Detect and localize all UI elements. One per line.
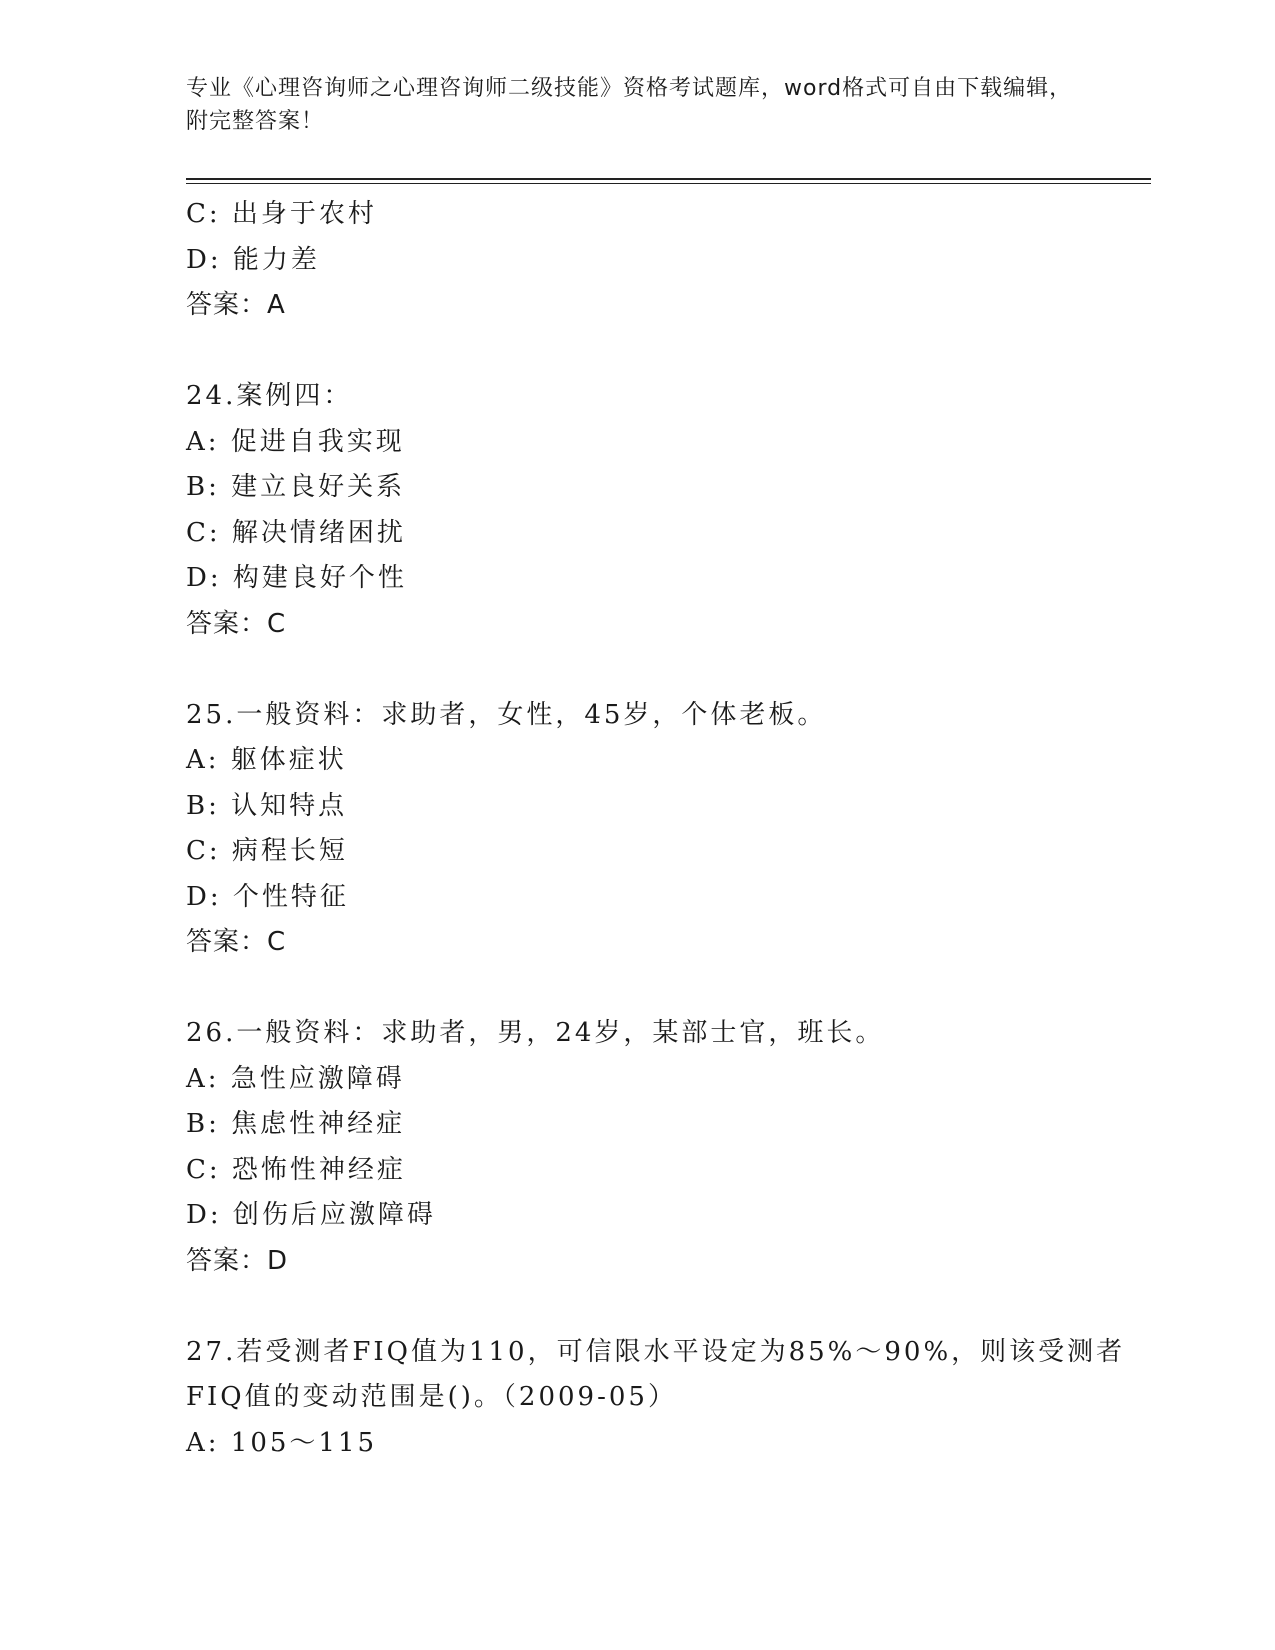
question-stem-line-1: 27.若受测者FIQ值为110，可信限水平设定为85%～90%，则该受测者 (186, 1336, 1126, 1367)
option-c: C: 病程长短 (186, 836, 348, 866)
answer-label: 答案：D (186, 1245, 289, 1276)
option-c: C: 解决情绪困扰 (186, 517, 406, 548)
option-b: B: 建立良好关系 (186, 472, 406, 502)
question-stem: 25.一般资料：求助者，女性，45岁，个体老板。 (186, 699, 827, 730)
question-stem: 24.案例四： (186, 381, 353, 411)
spacer (186, 647, 1146, 693)
header-text: 专业《心理咨询师之心理咨询师二级技能》资格考试题库，word格式可自由下载编辑，附完整答案！ (186, 76, 1073, 134)
question-stem-line-2: FIQ值的变动范围是()。（2009-05） (186, 1382, 677, 1412)
option-d: D: 构建良好个性 (186, 563, 407, 593)
question-block-25 (186, 693, 1146, 966)
question-block-26 (186, 1011, 1146, 1284)
question-block-prev (186, 192, 1146, 329)
spacer (186, 329, 1146, 375)
document-header (186, 72, 1086, 138)
option-d: D: 个性特征 (186, 881, 349, 912)
question-list (186, 192, 1146, 1466)
header-divider-thin (186, 183, 1151, 184)
question-block-24 (186, 374, 1146, 647)
option-a: A: 促进自我实现 (186, 426, 405, 457)
option-b: B: 焦虑性神经症 (186, 1109, 406, 1139)
option-c: C: 出身于农村 (186, 199, 377, 229)
option-a: A: 105～115 (186, 1427, 378, 1458)
answer-label: 答案：A (186, 290, 286, 320)
option-a: A: 急性应激障碍 (186, 1063, 405, 1094)
option-b: B: 认知特点 (186, 790, 348, 821)
question-block-27 (186, 1330, 1146, 1467)
spacer (186, 1284, 1146, 1330)
answer-label: 答案：C (186, 608, 287, 639)
option-c: C: 恐怖性神经症 (186, 1154, 406, 1185)
option-d: D: 创伤后应激障碍 (186, 1200, 436, 1230)
option-a: A: 躯体症状 (186, 745, 347, 775)
header-divider-thick (186, 178, 1151, 180)
question-stem: 26.一般资料：求助者，男，24岁，某部士官，班长。 (186, 1018, 885, 1048)
option-d: D: 能力差 (186, 244, 320, 275)
answer-label: 答案：C (186, 927, 287, 957)
spacer (186, 966, 1146, 1012)
